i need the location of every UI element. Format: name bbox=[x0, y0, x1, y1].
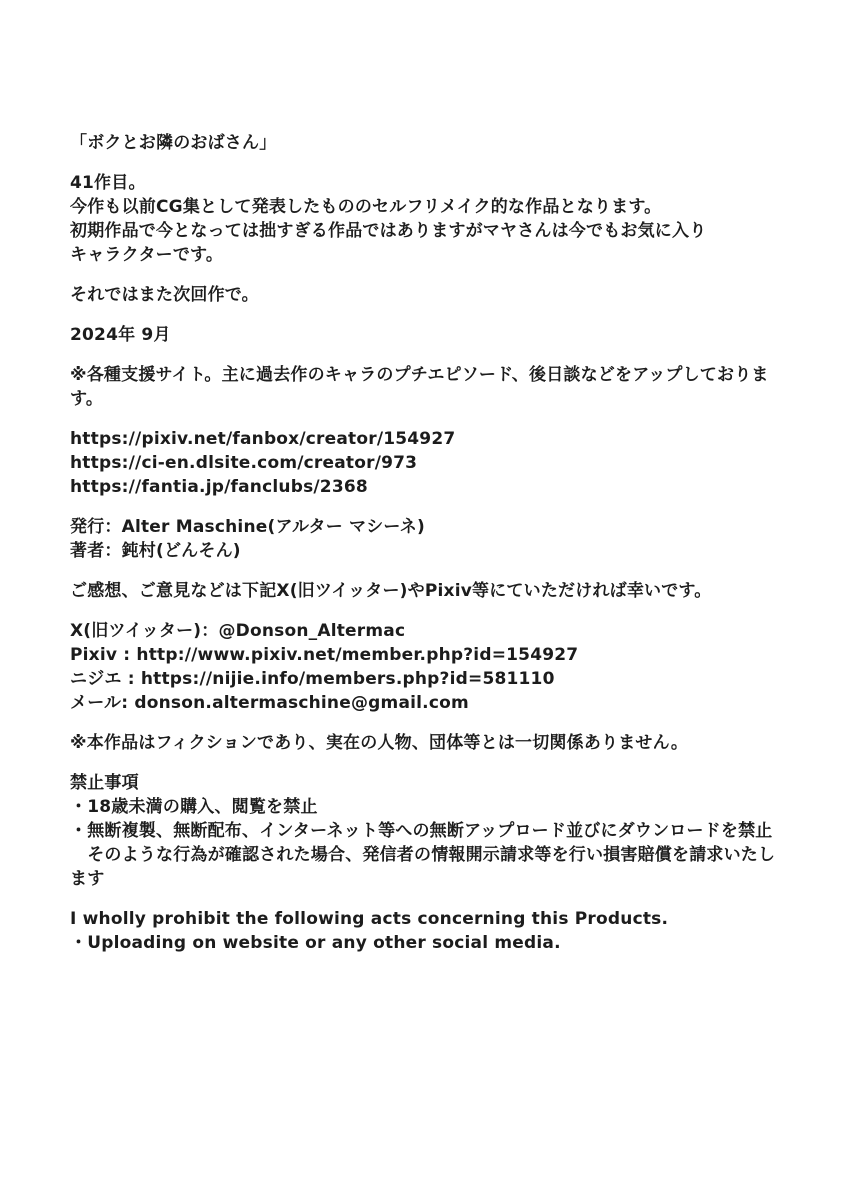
text-line: 2024年 9月 bbox=[70, 325, 171, 345]
text-line: そのような行為が確認された場合、発信者の情報開示請求等を行い損害賠償を請求いたします bbox=[70, 845, 776, 889]
text-line: ニジエ : https://nijie.info/members.php?id=581110 bbox=[70, 669, 555, 689]
block-publication-date bbox=[70, 323, 790, 347]
text-line: ※各種支援サイト。主に過去作のキャラのプチエピソード、後日談などをアップしております。 bbox=[70, 365, 769, 409]
text-line: https://pixiv.net/fanbox/creator/154927 bbox=[70, 429, 456, 449]
text-line: 発行：Alter Maschine(アルター マシーネ) bbox=[70, 517, 425, 537]
block-closing-greeting bbox=[70, 283, 790, 307]
block-feedback-request bbox=[70, 579, 790, 603]
text-line: 禁止事項 bbox=[70, 773, 139, 793]
text-line: キャラクターです。 bbox=[70, 245, 224, 265]
text-line: ・無断複製、無断配布、インターネット等への無断アップロード並びにダウンロードを禁止 bbox=[70, 821, 773, 841]
afterword-content bbox=[70, 131, 790, 971]
text-line: ご感想、ご意見などは下記X(旧ツイッター)やPixiv等にていただければ幸いです。 bbox=[70, 581, 712, 601]
block-prohibited-acts bbox=[70, 771, 790, 891]
text-line: ・Uploading on website or any other social media. bbox=[70, 933, 561, 953]
text-line: https://ci-en.dlsite.com/creator/973 bbox=[70, 453, 418, 473]
text-line: メール: donson.altermaschine@gmail.com bbox=[70, 693, 469, 713]
text-line: 「ボクとお隣のおばさん」 bbox=[70, 133, 277, 153]
block-contact-list bbox=[70, 619, 790, 715]
text-line: 初期作品で今となっては拙すぎる作品ではありますがマヤさんは今でもお気に入り bbox=[70, 221, 707, 241]
text-line: ・18歳未満の購入、閲覧を禁止 bbox=[70, 797, 318, 817]
text-line: 41作目。 bbox=[70, 173, 146, 193]
text-line: 著者：鈍村(どんそん) bbox=[70, 541, 241, 561]
text-line: X(旧ツイッター)：@Donson_Altermac bbox=[70, 621, 406, 641]
block-publisher-author-credits bbox=[70, 515, 790, 563]
text-line: ※本作品はフィクションであり、実在の人物、団体等とは一切関係ありません。 bbox=[70, 733, 689, 753]
text-line: 今作も以前CG集として発表したもののセルフリメイク的な作品となります。 bbox=[70, 197, 662, 217]
text-line: Pixiv : http://www.pixiv.net/member.php?id=154927 bbox=[70, 645, 579, 665]
block-support-sites-note bbox=[70, 363, 790, 411]
text-line: https://fantia.jp/fanclubs/2368 bbox=[70, 477, 368, 497]
block-english-prohibition bbox=[70, 907, 790, 955]
text-line: それではまた次回作で。 bbox=[70, 285, 259, 305]
block-work-title bbox=[70, 131, 790, 155]
block-afterword-body bbox=[70, 171, 790, 267]
text-line: I wholly prohibit the following acts concerning this Products. bbox=[70, 909, 669, 929]
block-fiction-disclaimer bbox=[70, 731, 790, 755]
block-support-site-urls bbox=[70, 427, 790, 499]
